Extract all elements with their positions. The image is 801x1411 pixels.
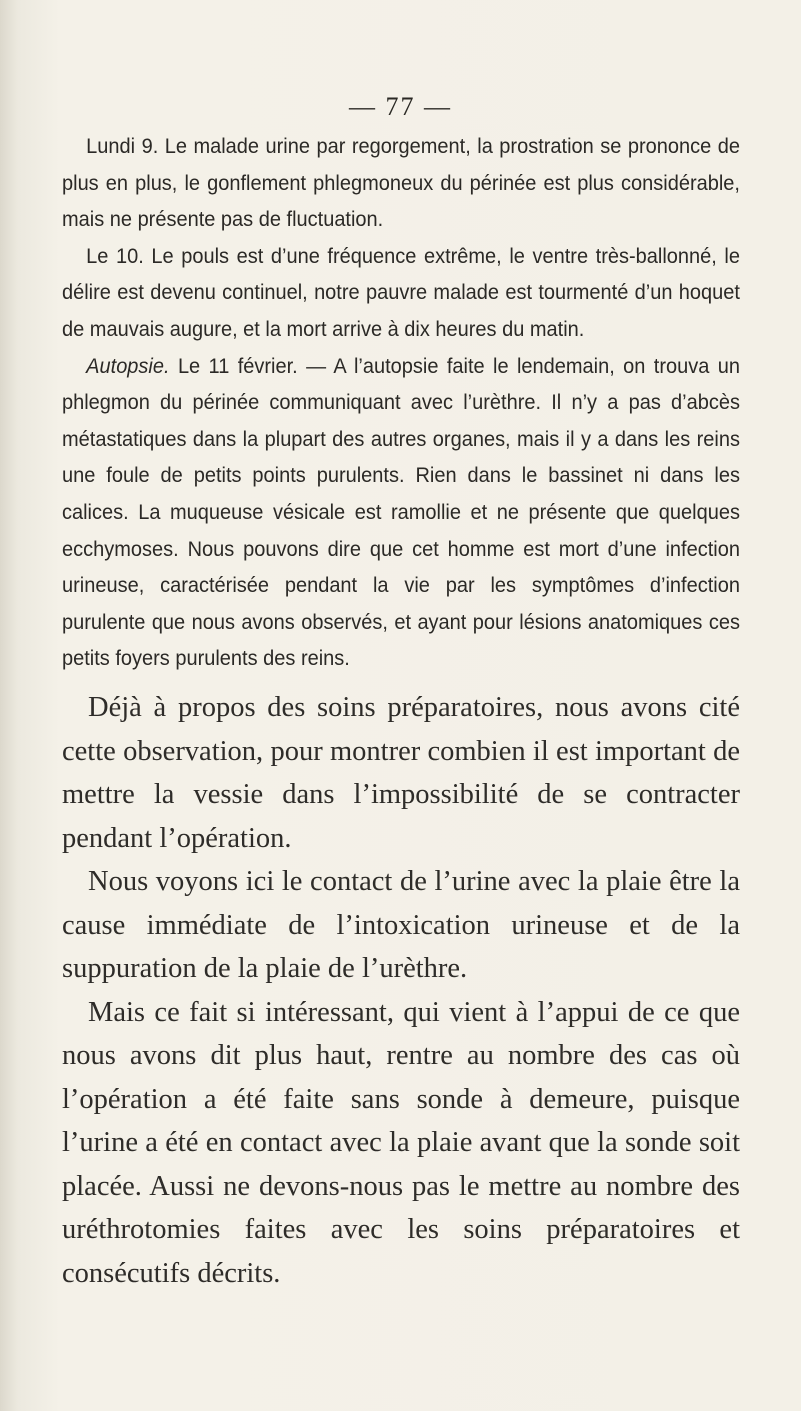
autopsie-heading: Autopsie. — [86, 353, 170, 378]
paragraph-nous-voyons: Nous voyons ici le contact de l’urine avec la plaie être la cause immédiate de l’intoxication urineuse et de la suppuration de la plaie de l’urèthre. — [62, 866, 740, 984]
paragraph-autopsie — [62, 348, 740, 677]
paragraph-mais-ce-fait: Mais ce fait si intéressant, qui vient à l’appui de ce que nous avons dit plus haut, rentre au nombre des cas où l’opération a été faite sans sonde à demeure, puisque l’urine a été en contact avec la plaie avant que la sonde soit placée. Aussi ne devons-nous pas le mettre au nombre des uréthrotomies faites avec les soins préparatoires et consécutifs décrits. — [62, 996, 740, 1289]
paragraph-le-10: Le 10. Le pouls est d’une fréquence extrême, le ventre très-ballonné, le délire est devenu continuel, notre pauvre malade est tourmenté d’un hoquet de mauvais augure, et la mort arrive à dix heures du matin. — [62, 243, 740, 341]
case-report-text — [62, 128, 740, 677]
page-number: — 77 — — [349, 92, 452, 121]
commentary-text — [62, 686, 740, 1295]
paragraph-lundi: Lundi 9. Le malade urine par regorgement, la prostration se prononce de plus en plus, le gonflement phlegmoneux du périnée est plus considérable, mais ne présente pas de fluctuation. — [62, 134, 740, 232]
paragraph-deja: Déjà à propos des soins préparatoires, nous avons cité cette observation, pour montrer combien il est important de mettre la vessie dans l’impossibilité de se contracter pendant l’opération. — [62, 692, 740, 854]
autopsie-text: Le 11 février. — A l’autopsie faite le lendemain, on trouva un phlegmon du périnée communiquant avec l’urèthre. Il n’y a pas d’abcès métastatiques dans la plupart des autres organes, mais il y a dans les reins une foule de petits points purulents. Rien dans le bassinet ni dans les calices. La muqueuse vésicale est ramollie et ne présente que quelques ecchymoses. Nous pouvons dire que cet homme est mort d’une infection urineuse, caractérisée pendant la vie par les symptômes d’infection purulente que nous avons observés, et ayant pour lésions anatomiques ces petits foyers purulents des reins. — [62, 353, 740, 671]
